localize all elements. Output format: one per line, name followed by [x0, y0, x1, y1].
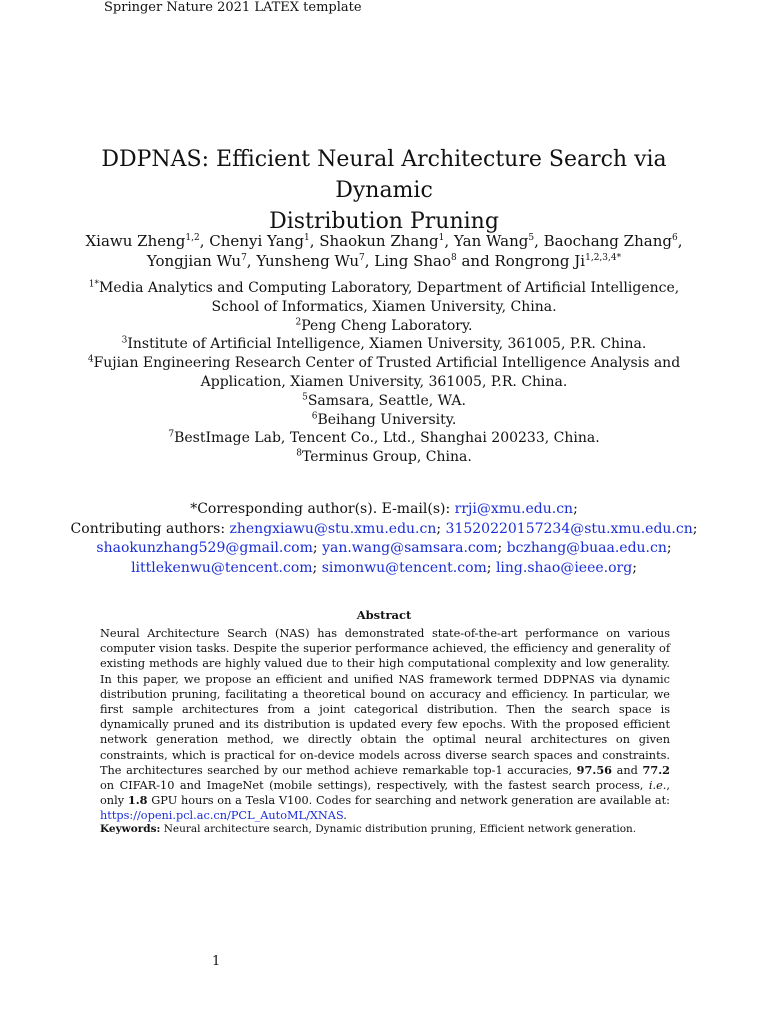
abstract-text: Neural Architecture Search (NAS) has demonstrated state-of-the-art performance on various computer vision tasks. Despite the superior performance achieved, the efficiency and generality of existing methods are highly valued due to their high computational complexity and low generality. In this paper, we propose an efficient and unified NAS framework termed DDPNAS via dynamic distribution pruning, facilitating a theoretical bound on accuracy and efficiency. In particular, we first sample architectures from a joint categorical distribution. Then the search space is dynamically pruned and its distribution is updated every few epochs. With the proposed efficient network generation method, we directly obtain the optimal neural architectures on given constraints, which is practical for on-device models across diverse search spaces and constraints. The architectures searched by our method achieve remarkable top-1 accuracies, 97.56 and 77.2 on CIFAR-10 and ImageNet (mobile settings), respectively, with the fastest search process, i.e., only 1.8 GPU hours on a Tesla V100. Codes for searching and network generation are available at: https://openi.pcl.ac.cn/PCL_AutoML/XNAS. [100, 627, 670, 823]
contributing-authors-row: shaokunzhang529@gmail.com; yan.wang@samsara.com; bczhang@buaa.edu.cn; [96, 540, 672, 556]
affiliation: $^{1*}$Media Analytics and Computing Laboratory, Department of Artificial Intelligence, [88, 279, 680, 296]
code-url-link[interactable]: https://openi.pcl.ac.cn/PCL_AutoML/XNAS [100, 809, 344, 823]
corresponding-author-row: *Corresponding author(s). E-mail(s): rrji@xmu.edu.cn; [190, 501, 578, 517]
author: Ling Shao$^8$ and [374, 252, 495, 270]
affiliation: Application, Xiamen University, 361005, P.R. China. [200, 373, 568, 390]
contributing-authors-row: littlekenwu@tencent.com; simonwu@tencent.com; ling.shao@ieee.org; [131, 559, 637, 576]
author-list [80, 231, 688, 271]
email-link[interactable]: 31520220157234@stu.xmu.edu.cn [445, 520, 693, 537]
author: Baochang Zhang$^6$, [543, 232, 683, 250]
affiliations [70, 279, 698, 467]
email-link[interactable]: yan.wang@samsara.com [322, 540, 498, 556]
abstract-heading: Abstract [356, 608, 412, 622]
author: Rongrong $Ji^{1,2,3,4*}$ [494, 252, 622, 270]
email-link[interactable]: ling.shao@ieee.org [495, 559, 633, 576]
author: Yunsheng Wu$^7$, [256, 252, 375, 270]
running-head: Springer Nature 2021 LATEX template [104, 0, 362, 15]
affiliation: $^4$Fujian Engineering Research Center of Trusted Artificial Intelligence Analysis and [87, 354, 681, 372]
author: Yongjian Wu$^7$, [146, 252, 257, 270]
email-block [60, 500, 708, 578]
email-link[interactable]: littlekenwu@tencent.com [131, 559, 313, 576]
author: Xiawu Zheng$^{1,2}$, [85, 232, 210, 250]
affiliation: $^5$Samsara, Seattle, WA. [302, 392, 466, 409]
affiliation: School of Informatics, Xiamen University, China. [211, 298, 557, 315]
affiliation: $^2$Peng Cheng Laboratory. [295, 316, 473, 334]
title-line-2: Distribution Pruning [269, 209, 499, 234]
title-line-1: DDPNAS: Efficient Neural Architecture Search via Dynamic [101, 147, 667, 203]
author: Yan Wang$^5$, [453, 232, 544, 250]
affiliation: $^7$BestImage Lab, Tencent Co., Ltd., Shanghai 200233, China. [168, 429, 600, 447]
affiliation: $^3$Institute of Artificial Intelligence, Xiamen University, 361005, P.R. China. [121, 335, 647, 353]
contributing-authors-row: Contributing authors: zhengxiawu@stu.xmu.edu.cn; 31520220157234@stu.xmu.edu.cn; [70, 520, 698, 537]
keywords: Keywords: Neural architecture search, Dynamic distribution pruning, Efficient network generation. [100, 823, 637, 835]
email-link[interactable]: bczhang@buaa.edu.cn [506, 540, 667, 556]
author: Shaokun Zhang$^1$, [319, 232, 454, 250]
email-link[interactable]: shaokunzhang529@gmail.com [96, 540, 313, 556]
email-link[interactable]: rrji@xmu.edu.cn [454, 501, 574, 517]
affiliation: $^8$Terminus Group, China. [296, 448, 472, 466]
author: Chenyi Yang$^1$, [209, 232, 320, 250]
page-number: 1 [212, 954, 221, 969]
email-link[interactable]: simonwu@tencent.com [321, 559, 487, 576]
email-link[interactable]: zhengxiawu@stu.xmu.edu.cn [229, 520, 437, 537]
affiliation: $^6$Beihang University. [311, 410, 457, 428]
paper-title [60, 144, 708, 237]
